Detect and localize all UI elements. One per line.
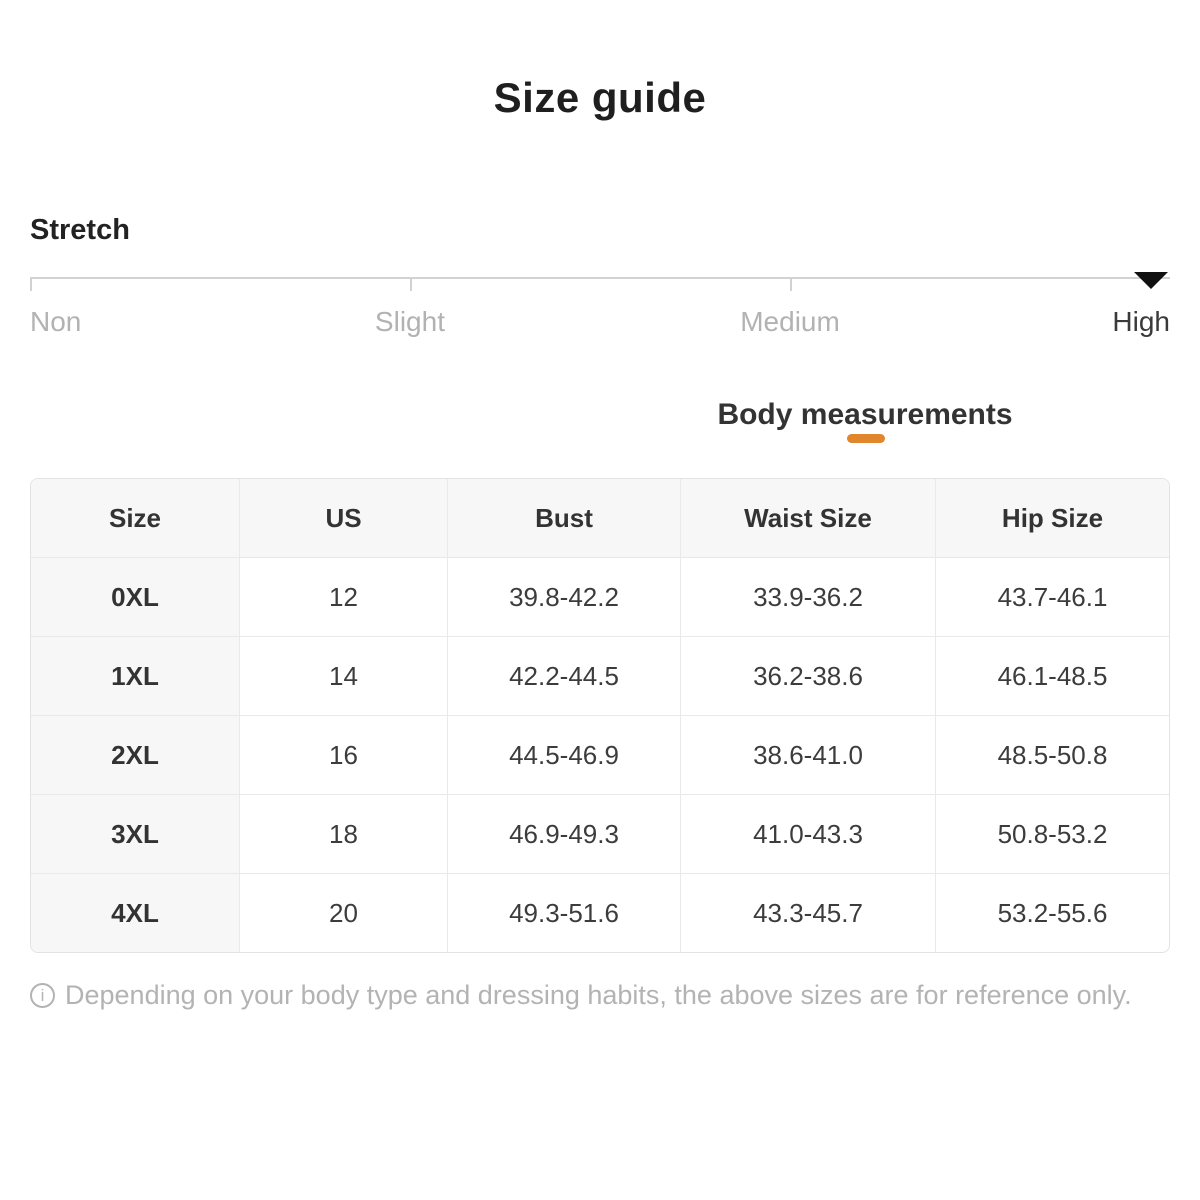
column-header-bust: Bust xyxy=(447,479,680,557)
cell-bust: 46.9-49.3 xyxy=(447,794,680,873)
table-row xyxy=(31,715,1169,794)
table-row xyxy=(31,794,1169,873)
cell-size: 0XL xyxy=(31,557,239,636)
tab-active-underline xyxy=(847,434,885,443)
cell-size: 2XL xyxy=(31,715,239,794)
cell-hip: 43.7-46.1 xyxy=(935,557,1169,636)
cell-bust: 39.8-42.2 xyxy=(447,557,680,636)
stretch-scale-track xyxy=(30,277,1170,279)
info-icon xyxy=(30,983,55,1008)
column-header-waist: Waist Size xyxy=(680,479,935,557)
stretch-level-slight: Slight xyxy=(374,306,445,337)
stretch-scale-tick xyxy=(790,277,792,291)
cell-us: 20 xyxy=(239,873,447,952)
cell-size: 3XL xyxy=(31,794,239,873)
stretch-level-high-selected: High xyxy=(1112,306,1170,337)
table-header-row xyxy=(31,479,1169,557)
stretch-scale-tick xyxy=(410,277,412,291)
column-header-us: US xyxy=(239,479,447,557)
cell-waist: 33.9-36.2 xyxy=(680,557,935,636)
table-row xyxy=(31,557,1169,636)
stretch-level-non: Non xyxy=(30,306,82,337)
stretch-level-medium: Medium xyxy=(740,306,840,337)
cell-waist: 41.0-43.3 xyxy=(680,794,935,873)
size-table xyxy=(30,478,1170,953)
column-header-size: Size xyxy=(31,479,239,557)
cell-waist: 43.3-45.7 xyxy=(680,873,935,952)
cell-size: 1XL xyxy=(31,636,239,715)
table-row xyxy=(31,636,1169,715)
cell-bust: 42.2-44.5 xyxy=(447,636,680,715)
cell-bust: 44.5-46.9 xyxy=(447,715,680,794)
cell-us: 16 xyxy=(239,715,447,794)
cell-bust: 49.3-51.6 xyxy=(447,873,680,952)
stretch-scale-labels xyxy=(30,306,1170,342)
cell-hip: 53.2-55.6 xyxy=(935,873,1169,952)
stretch-scale-tick xyxy=(30,277,32,291)
cell-us: 18 xyxy=(239,794,447,873)
table-row xyxy=(31,873,1169,952)
triangle-down-indicator-icon xyxy=(1134,272,1168,289)
stretch-scale xyxy=(30,262,1170,352)
page-title: Size guide xyxy=(493,74,707,121)
cell-hip: 50.8-53.2 xyxy=(935,794,1169,873)
cell-hip: 48.5-50.8 xyxy=(935,715,1169,794)
cell-waist: 38.6-41.0 xyxy=(680,715,935,794)
cell-hip: 46.1-48.5 xyxy=(935,636,1169,715)
column-header-hip: Hip Size xyxy=(935,479,1169,557)
tab-body-measurements[interactable]: Body measurements xyxy=(717,398,1013,431)
reference-note-text: Depending on your body type and dressing habits, the above sizes are for reference only. xyxy=(65,980,1132,1010)
cell-waist: 36.2-38.6 xyxy=(680,636,935,715)
cell-us: 12 xyxy=(239,557,447,636)
reference-note xyxy=(30,980,1170,1011)
stretch-section-label: Stretch xyxy=(30,214,130,246)
cell-size: 4XL xyxy=(31,873,239,952)
cell-us: 14 xyxy=(239,636,447,715)
